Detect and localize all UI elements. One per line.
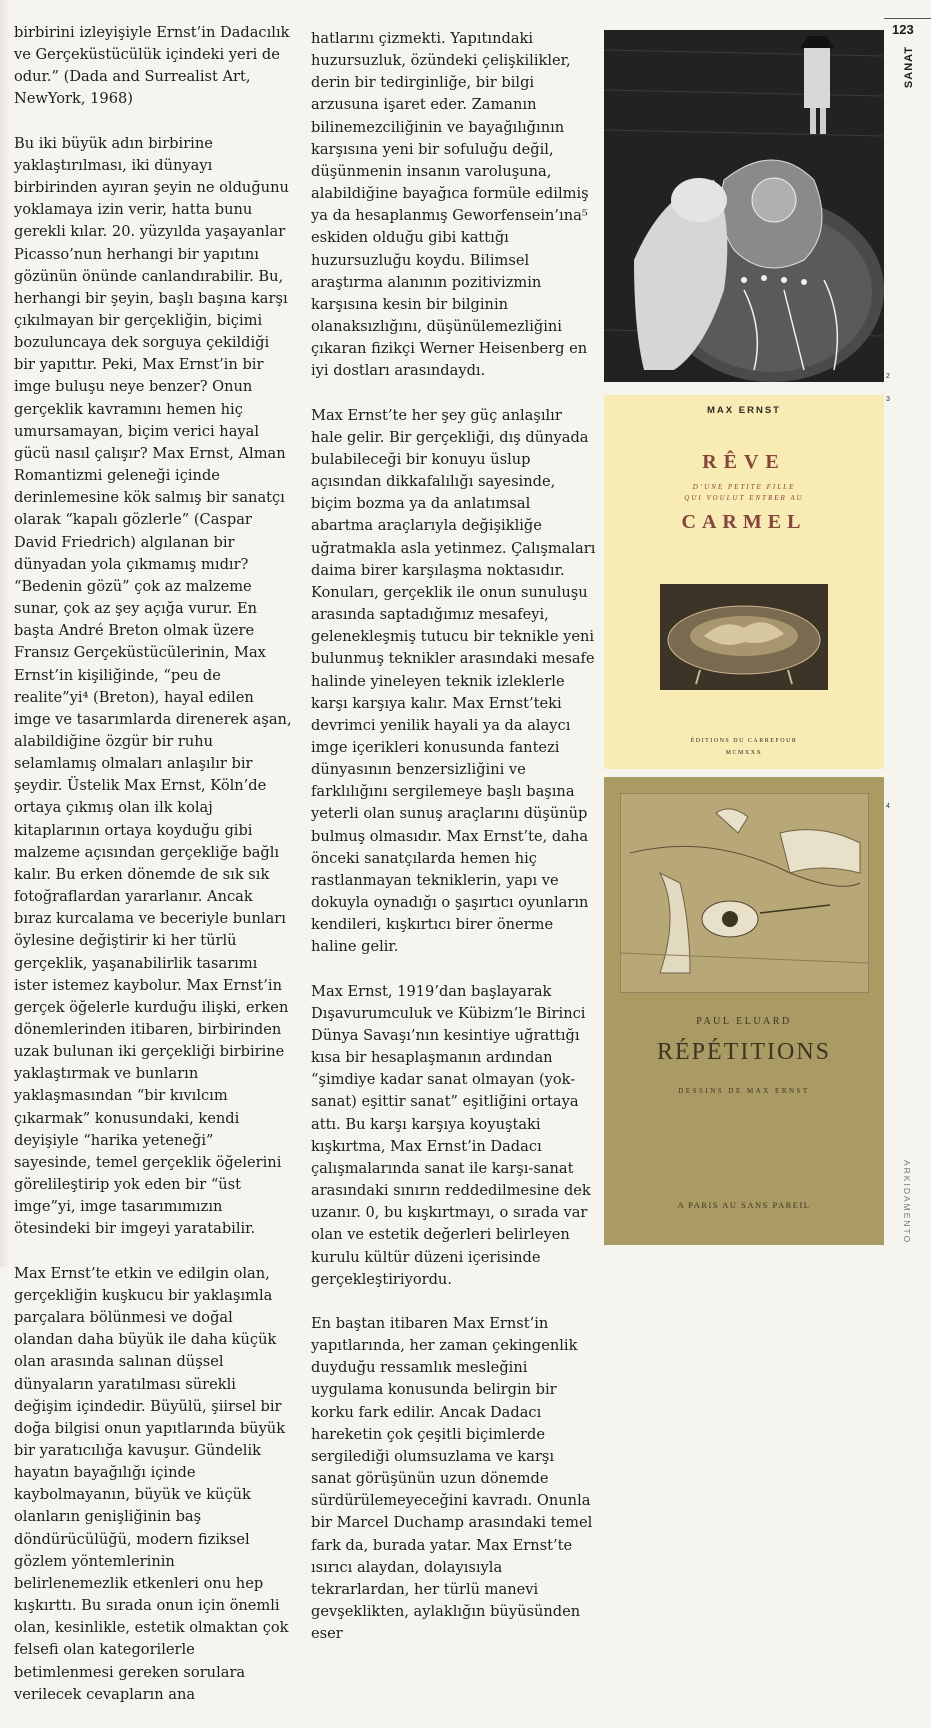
figure-3-number: 3: [886, 396, 890, 403]
cover-collage-illustration: [620, 793, 869, 993]
cover-title-bottom: CARMEL: [681, 511, 807, 533]
column2-paragraph-3: Max Ernst, 1919’dan başlayarak Dışavurumculuk ve Kübizm’le Birinci Dünya Savaşı’nın kesintiye uğrattığı kısa bir hesaplaşmanın ardından “şimdiye kadar sanat olmayan (yok-sanat) eşittir sanat” eşitliğini ortaya attı. Bu karşı karşıya koyuştaki kışkırtma, Max Ernst’in Dadacı çalışmalarında sanat ile karşı-sanat arasındaki sınırın reddedilmesine dek uzanır. 0, bu kışkırtmayı, o sırada var olan ve estetik değerleri belirleyen kurulu kültür düzeni içerisinde gerçekleştiriyordu.: [311, 982, 591, 1288]
section-label: SANAT: [903, 46, 915, 89]
sidebar-label: ARKIDAMENTO: [902, 1160, 912, 1245]
cover-author: PAUL ELUARD: [696, 1016, 792, 1027]
cover-subtitle: [604, 482, 884, 504]
figure-4-number: 4: [886, 803, 890, 810]
figure-3-book-cover: [604, 395, 884, 769]
figure-4-book-cover: [604, 777, 884, 1245]
cover-publisher: A PARIS AU SANS PAREIL: [677, 1200, 811, 1210]
header-rule: [884, 18, 931, 19]
column2-paragraph-4: En baştan itibaren Max Ernst’in yapıtlarında, her zaman çekingenlik duyduğu ressamlık mesleğini uygulama konusunda belirgin bir korku fark edilir. Ancak Dadacı hareketin çok çeşitli biçimlerde sergilediği olumsuzlama ve karşı sanat görüşünün uzun dönemde sürdürülemeyeceğini kavradı. Onunla bir Marcel Duchamp arasındaki temel fark da, burada yatar. Max Ernst’te ısırıcı alaydan, dolayısıyla tekrarlardan, her türlü manevi gevşeklikten, aylaklığın büyüsünden eser: [311, 1315, 593, 1643]
cover-author: MAX ERNST: [707, 405, 781, 416]
column1-paragraph-1: birbirini izleyişiyle Ernst’in Dadacılık ve Gerçeküstücülük içindeki yeri de odur.” (Dada and Surrealist Art, NewYork, 1968): [14, 24, 290, 108]
cover-subtitle: DESSINS DE MAX ERNST: [678, 1087, 810, 1095]
cover-publisher: ÉDITIONS DU CARREFOUR: [690, 738, 798, 744]
cover-title: RÉPÉTITIONS: [657, 1039, 831, 1065]
column2-paragraph-2: Max Ernst’te her şey güç anlaşılır hale gelir. Bir gerçekliği, dış dünyada bulabileceği bir konuyu üslup açısından dikkafalılığı sayesinde, biçim bozma ya da anlatımsal abartma araçlarıyla değişikliğe uğratmakla asla yetinmez. Çalışmaları daima birer karşılaşma noktasıdır. Konuları, gerçeklik ile onun sunuluşu arasında saptadığımız mesafeyi, gelenekleşmiş tutucu bir teknikle yeni bulunmuş teknikler arasındaki mesafe halinde yineleyen teknik izleklerle karşı karşıya kalır. Max Ernst’teki devrimci yenilik hayali ya da alaycı imge içerikleri konusunda fantezi dünyasının benzersizliğini ve farklılığını sergilemeye başlı başına yeterli olan sunuş araçlarını düşünüp bulmuş olmasıdır. Max Ernst’te, daha önceki sanatçılarda hemen hiç rastlanmayan tekniklerin, yapı ve dokuyla oynadığı o şaşırtıcı oyunların kendileri, kışkırtıcı birer önerme haline gelir.: [311, 406, 596, 956]
text-column-2: [311, 28, 596, 1668]
column1-paragraph-2: Bu iki büyük adın birbirine yaklaştırılması, iki dünyayı birbirinden ayıran şeyin ne olduğunu yoklamaya izin verir, hatta bunu gerekli kılar. 20. yüzyılda yaşayanlar Picasso’nun herhangi bir yapıtını gözünün önünde canlandırabilir. Bu, herhangi bir şeyin, başlı başına karşı çıkılmayan bir gerçekliğin, biçimi bozuluncaya dek sorguya çekildiği bir yapıttır. Peki, Max Ernst’in bir imge buluşu neye benzer? Onun gerçeklik kavramını hemen hiç umursamayan, biçim verici hayal gücü nasıl çalışır? Max Ernst, Alman Romantizmi geleneği içinde derinlemesine kök salmış bir sanatçı olarak “kapalı gözlerle” (Caspar David Friedrich) algılanan bir dünyadan yola çıkmamış mıdır? “Bedenin gözü” çok az malzeme sunar, çok az şey açığa vurur. En başta André Breton olmak üzere Fransız Gerçeküstücülerinin, Max Ernst’in kişiliğinde, “peu de realite”yi⁴ (Breton), hayal edilen imge ve tasarımlarda direnerek aşan, alabildiğine özgür bir ruhu selamlamış olmaları anlaşılır bir şeydir. Üstelik Max Ernst, Köln’de ortaya çıkmış olan ilk kolaj kitaplarının ortaya koyduğu gibi malzeme açısından gerçekliğe bağlı kalır. Bu erken dönemde de sık sık fotoğraflardan yararlanır. Ancak bıraz kurcalama ve beceriyle bunları öylesine değiştirir ki her türlü gerçeklik, yaşanabilirlik tasarımı ister istemez kaybolur. Max Ernst’in gerçek öğelerle kurduğu ilişki, erken dönemlerinden itibaren, birbirinden uzak bulunan iki gerçekliği birbirine yaklaştırmak ve bunların yaklaşmasından “bir kıvılcım çıkarmak” konusundaki, kendi deyişiyle “harika yeteneği” sayesinde, temel gerçeklik öğelerini görelileştirip yok eden bir “üst imge”yi, imge tasarımımızın ötesindeki bir imgeyi yaratabilir.: [14, 134, 292, 1238]
cover-illustration: [660, 584, 828, 690]
figure-2-number: 2: [886, 373, 890, 380]
column1-paragraph-3: Max Ernst’te etkin ve edilgin olan, gerçekliğin kuşkucu bir yaklaşımla parçalara bölünmesi ve doğal olandan daha büyük ile daha küçük olan arasında salınan düşsel dünyaların yaratılması sürekli değişim içindedir. Büyülü, şiirsel bir doğa bilgisi onun yapıtlarında büyük bir yaratıcılığa kavuşur. Gündelik hayatın bayağılığı içinde kaybolmayanın, büyük ve küçük olanların genişliğinin baş döndürücülüğü, modern fiziksel gözlem yöntemlerinin belirlenemezlik etkenleri onu hep kışkırttı. Bu sırada onun için önemli olan, kesinlikle, estetik olmaktan çok felsefi olan kategorilerle betimlenmesi gereken sorulara verilecek cevapların ana: [14, 1264, 289, 1703]
cover-subtitle-line-2: QUI VOULUT ENTRER AU: [684, 494, 804, 502]
cover-title-top: RÊVE: [702, 451, 786, 473]
figure-2-engraving: [604, 30, 884, 382]
cover-year: MCMXXX: [725, 750, 763, 756]
page-number: 123: [892, 22, 914, 37]
page-gutter-shadow: [0, 0, 10, 1267]
column2-paragraph-1: hatlarını çizmekti. Yapıtındaki huzursuzluk, özündeki çelişkilikler, derin bir tedirginliğe, bir bilgi arzusuna işaret eder. Zamanın bilinemezciliğinin ve bayağılığının karşısına yeni bir sofuluğu değil, düşünmenin insanın varoluşuna, alabildiğine bayağıca formüle edilmiş ya da hesaplanmış Geworfensein’ına⁵ eskiden olduğu gibi kattığı huzursuzluğu koydu. Bilimsel araştırma alanının pozitivizmin karşısına kesin bir bilginin olanaksızlığını, düşünülemezliğini çıkaran fizikçi Werner Heisenberg en iyi dostları arasındaydı.: [311, 30, 589, 380]
text-column-1: [14, 22, 292, 1728]
cover-subtitle-line-1: D’UNE PETITE FILLE: [692, 483, 796, 491]
engraving-illustration: [604, 30, 884, 382]
